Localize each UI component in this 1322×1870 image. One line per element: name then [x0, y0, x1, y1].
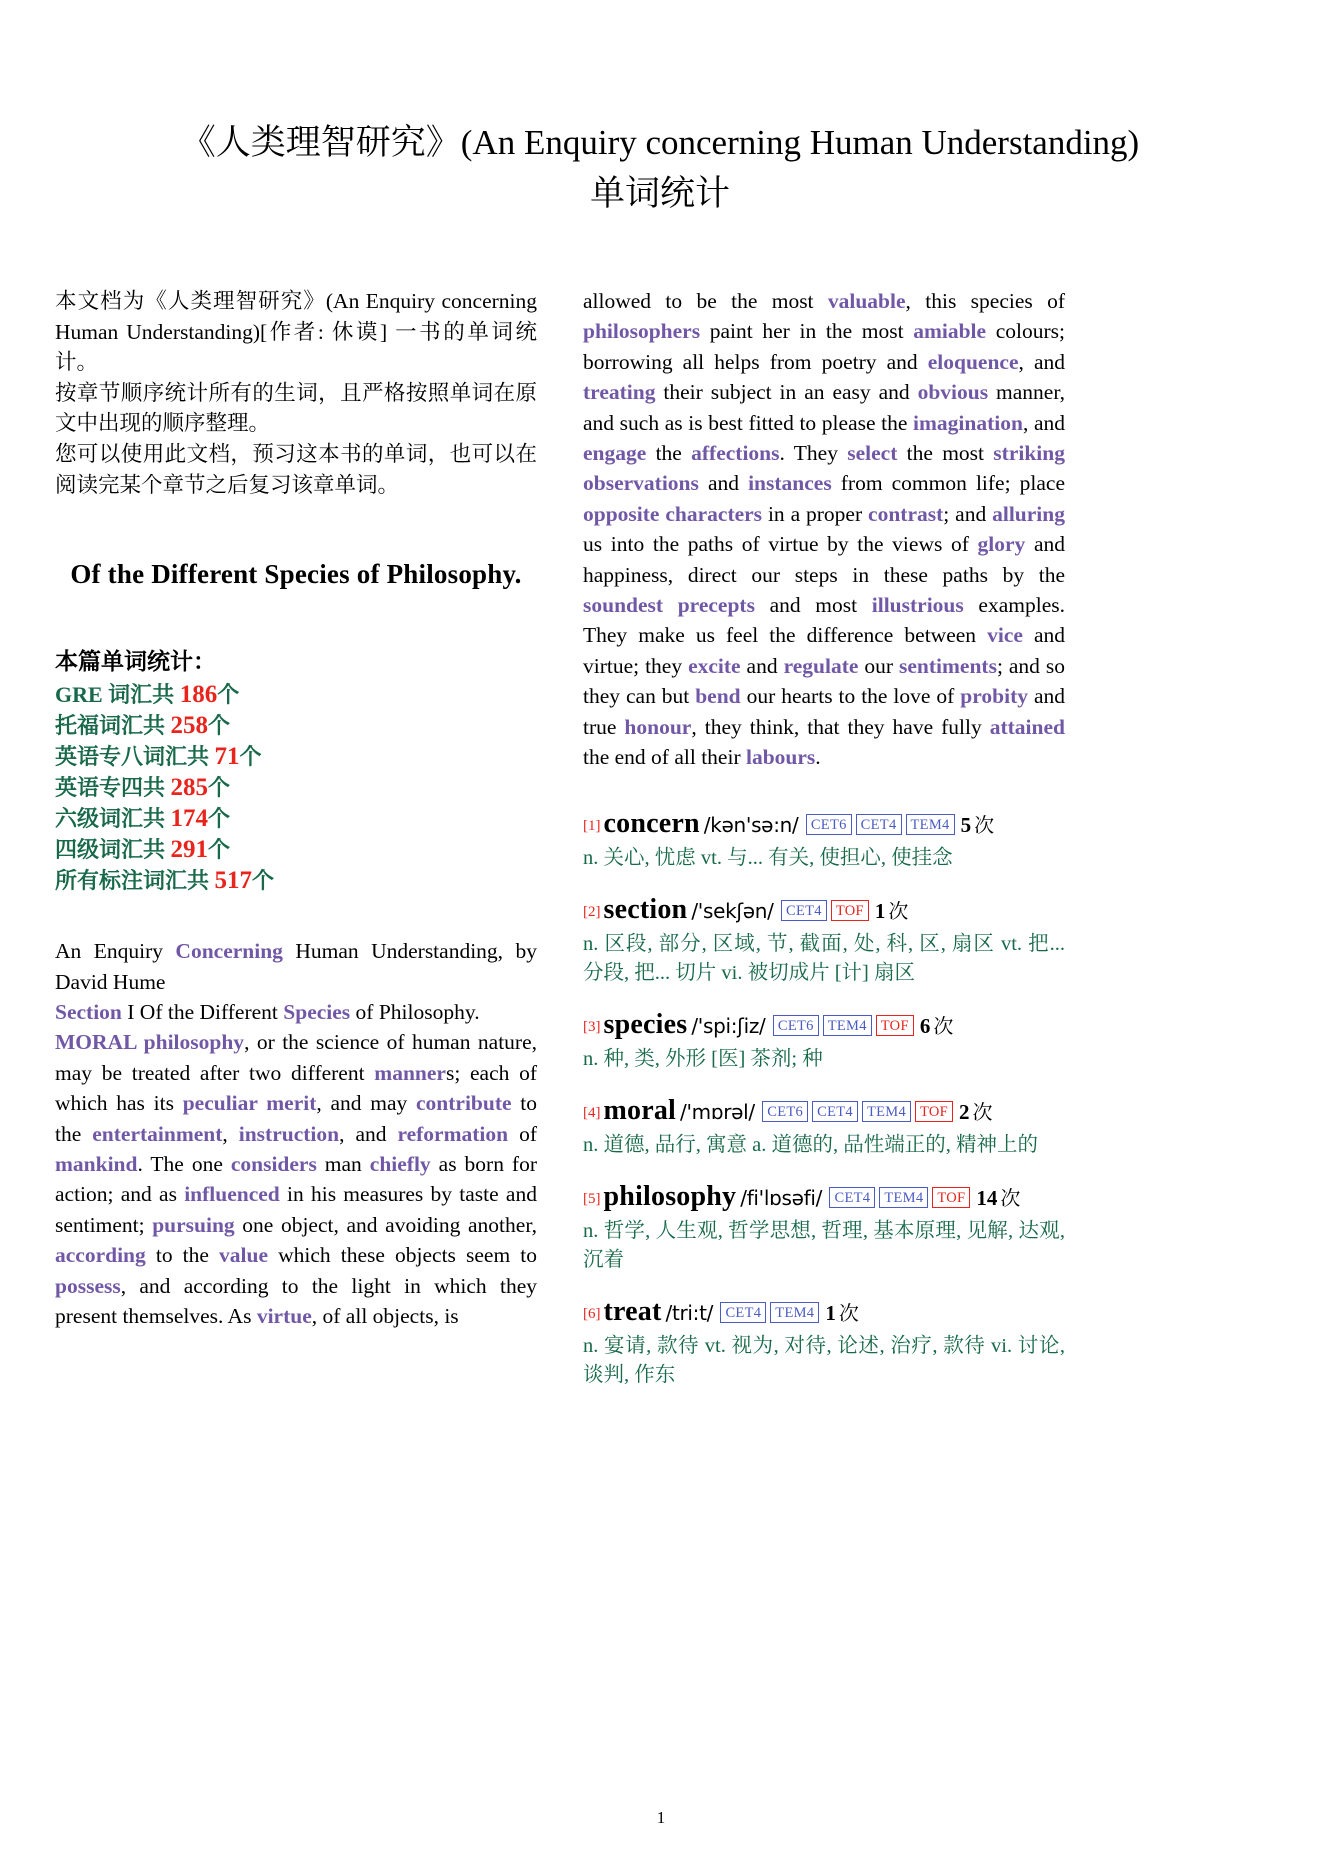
body-text-run: in his measures by taste and sentiment; [55, 1182, 537, 1237]
body-text-run: examples. They make us feel the difference between [583, 593, 1065, 648]
intro-paragraph: 本文档为《人类理智研究》(An Enquiry concerning Human Understanding)[作者: 休谟] 一书的单词统计。 [55, 289, 537, 375]
entry-definition: n. 种, 类, 外形 [医] 茶剂; 种 [583, 1047, 823, 1070]
highlighted-word: chiefly [369, 1152, 431, 1176]
body-text-run: , or the science of human nature, may be treated after two different [55, 1030, 537, 1085]
stat-line [55, 803, 537, 834]
stat-line [55, 710, 537, 741]
body-text-run: An Enquiry [55, 939, 176, 964]
stat-unit: 个 [208, 806, 231, 832]
entry-pronunciation: /'spi:ʃiz/ [691, 1013, 766, 1038]
highlighted-word: probity [960, 684, 1028, 709]
highlighted-word: select [847, 441, 898, 466]
highlighted-word: mankind [55, 1152, 138, 1176]
highlighted-word: contribute [416, 1091, 512, 1116]
stat-label: 英语专四共 [55, 775, 171, 801]
body-text-run: of Philosophy. [350, 999, 480, 1024]
highlighted-word: striking observations [583, 441, 1065, 496]
intro-block [55, 286, 537, 500]
body-text-run: us into the paths of virtue by the views of [583, 532, 978, 557]
highlighted-word: alluring [992, 501, 1065, 526]
body-text-run: in a proper [762, 501, 869, 526]
exam-tag: TOF [932, 1187, 970, 1208]
body-text-run: their subject in an easy and [655, 380, 918, 405]
exam-tag: TOF [831, 900, 869, 921]
entry-count-unit: 次 [933, 1015, 954, 1038]
entry-pronunciation: /tri:t/ [665, 1300, 714, 1325]
entry-count-unit: 次 [838, 1302, 859, 1325]
highlighted-word: glory [977, 532, 1026, 557]
highlighted-word: labours [745, 745, 816, 770]
highlighted-word: sentiments [899, 653, 997, 678]
body-text-run: , of all objects, is [311, 1304, 459, 1329]
exam-tag: CET6 [773, 1015, 819, 1036]
stat-line [55, 679, 537, 710]
body-text-run: to the [55, 1091, 537, 1146]
highlighted-word: treating [583, 380, 656, 405]
exam-tag: CET6 [762, 1101, 808, 1122]
stat-unit: 个 [217, 682, 240, 708]
dictionary-entry [583, 1094, 1065, 1160]
entry-count: 14 [976, 1185, 998, 1210]
highlighted-word: opposite characters [583, 501, 763, 526]
body-text-run: which these objects seem to [268, 1243, 537, 1268]
entry-definition: n. 区段, 部分, 区域, 节, 截面, 处, 科, 区, 扇区 vt. 把... 分段, 把... 切片 vi. 被切成片 [计] 扇区 [583, 932, 1065, 984]
highlighted-word: Section [55, 999, 122, 1024]
highlighted-word: instruction [238, 1121, 340, 1146]
entry-count-unit: 次 [1000, 1187, 1021, 1210]
stat-unit: 个 [239, 744, 262, 770]
body-text-run: ; and so they can but [583, 653, 1065, 709]
page-title [60, 118, 1260, 220]
body-text-run: one object, and avoiding another, [234, 1212, 537, 1237]
exam-tag: TEM4 [879, 1187, 928, 1208]
exam-tag: CET6 [806, 814, 852, 835]
highlighted-word: possess [55, 1273, 121, 1298]
body-text-run: the [646, 441, 692, 466]
entry-count: 6 [919, 1013, 931, 1038]
body-text-run: allowed to be the most [583, 289, 828, 313]
page-number: 1 [656, 1808, 666, 1827]
intro-paragraph: 按章节顺序统计所有的生词，且严格按照单词在原文中出现的顺序整理。 [55, 380, 537, 436]
entry-index: [1] [583, 817, 601, 834]
body-text-run: , they think, that they have fully [691, 714, 990, 739]
body-text-run: , and [1022, 410, 1065, 435]
highlighted-word: instances [748, 471, 832, 496]
highlighted-word: according [55, 1243, 146, 1268]
stats-title: 本篇单词统计： [55, 649, 216, 675]
entry-header [583, 1295, 1065, 1331]
body-text-run: our hearts to the love of [740, 684, 961, 709]
highlighted-word: regulate [783, 653, 859, 678]
highlighted-word: engage [583, 441, 647, 466]
body-text-run: the most [897, 441, 994, 466]
dictionary-entry [583, 1295, 1065, 1390]
dictionary-entry-list [583, 807, 1065, 1390]
entry-index: [4] [583, 1104, 601, 1121]
stat-unit: 个 [252, 868, 275, 894]
highlighted-word: valuable [827, 289, 906, 313]
stat-value: 258 [170, 712, 209, 740]
exam-tag: TOF [876, 1015, 914, 1036]
right-column [583, 286, 1065, 1410]
highlighted-word: attained [989, 714, 1065, 739]
stat-unit: 个 [208, 837, 231, 863]
entry-definition: n. 宴请, 款待 vt. 视为, 对待, 论述, 治疗, 款待 vi. 讨论, 谈判, 作东 [583, 1334, 1065, 1386]
exam-tag: TEM4 [770, 1302, 819, 1323]
highlighted-word: excite [688, 653, 741, 678]
body-text-run: . [815, 745, 821, 770]
body-text-run: and [740, 653, 784, 678]
section-heading: Of the Different Species of Philosophy. [70, 559, 522, 590]
highlighted-word: peculiar merit [182, 1091, 317, 1116]
entry-count: 1 [825, 1300, 836, 1325]
stat-line [55, 741, 537, 772]
left-column [55, 286, 537, 1331]
body-text-run: colours; borrowing all helps from poetry and [583, 319, 1065, 374]
entry-count-unit: 次 [972, 1101, 993, 1124]
highlighted-word: influenced [184, 1182, 280, 1207]
highlighted-word: affections [691, 441, 780, 466]
body-text-run: from common life; place [831, 471, 1066, 496]
entry-pronunciation: /fi'lɒsəfi/ [740, 1185, 823, 1210]
body-text-run: man [316, 1152, 370, 1176]
exam-tag: TEM4 [862, 1101, 911, 1122]
entry-word: species [603, 1008, 688, 1040]
entry-index: [3] [583, 1018, 601, 1035]
dictionary-entry [583, 893, 1065, 988]
highlighted-word: virtue [256, 1304, 312, 1329]
stat-line [55, 865, 537, 896]
dictionary-entry [583, 807, 1065, 873]
stat-value: 517 [214, 867, 253, 895]
stat-value: 71 [214, 743, 240, 771]
body-text-run: paint her in the most [700, 319, 914, 344]
stat-label: 四级词汇共 [55, 837, 171, 863]
body-text-run: , this species of [905, 289, 1065, 313]
body-text-run: ; and [943, 501, 993, 526]
body-text-run: , and [339, 1121, 398, 1146]
highlighted-word: MORAL philosophy [55, 1030, 245, 1055]
highlighted-word: reformation [397, 1121, 509, 1146]
entry-count: 5 [960, 812, 972, 837]
body-text-run: I Of the Different [121, 999, 284, 1024]
body-text-run: and true [583, 684, 1066, 739]
entry-header [583, 1094, 1065, 1130]
body-text-run: s; each of which has its [55, 1060, 537, 1116]
highlighted-word: eloquence [927, 349, 1019, 374]
body-text-run: of [508, 1121, 537, 1146]
body-text-run: , and may [316, 1091, 416, 1116]
entry-header [583, 1180, 1065, 1216]
stat-label: 托福词汇共 [55, 713, 171, 739]
exam-tag: CET4 [720, 1302, 766, 1323]
exam-tag: TEM4 [906, 814, 955, 835]
entry-header [583, 893, 1065, 929]
entry-word: moral [603, 1094, 677, 1126]
body-text-run: and virtue; they [583, 623, 1066, 678]
stat-label: 六级词汇共 [55, 806, 171, 832]
stat-line [55, 772, 537, 803]
entry-pronunciation: /'sekʃən/ [691, 898, 774, 923]
entry-count-unit: 次 [974, 814, 995, 837]
body-text-run: as born for action; and as [55, 1152, 537, 1207]
body-text-run: and happiness, direct our steps in these paths by the [583, 532, 1065, 587]
highlighted-word: bend [695, 684, 741, 709]
stat-value: 174 [170, 805, 209, 833]
highlighted-word: considers [230, 1152, 317, 1176]
stat-value: 291 [170, 836, 209, 864]
highlighted-word: soundest precepts [583, 593, 755, 618]
exam-tag: CET4 [856, 814, 902, 835]
exam-tag: TEM4 [823, 1015, 872, 1036]
entry-header [583, 1008, 1065, 1044]
body-text-run: manner, and such as is best fitted to please the [583, 380, 1065, 435]
title-line-1: 《人类理智研究》(An Enquiry concerning Human Understanding) [180, 123, 1140, 162]
body-text-run: the end of all their [583, 745, 746, 770]
entry-word: concern [603, 807, 700, 839]
intro-paragraph: 您可以使用此文档，预习这本书的单词，也可以在阅读完某个章节之后复习该章单词。 [55, 441, 537, 497]
entry-index: [6] [583, 1305, 601, 1322]
exam-tag: CET4 [829, 1187, 875, 1208]
entry-pronunciation: /kən'sə:n/ [703, 812, 799, 837]
stat-unit: 个 [208, 775, 231, 801]
stat-value: 186 [179, 681, 218, 709]
highlighted-word: philosophers [583, 319, 701, 344]
stat-label: 英语专八词汇共 [55, 744, 215, 770]
body-text-run: our [858, 653, 899, 678]
stat-unit: 个 [208, 713, 231, 739]
title-line-2: 单词统计 [589, 173, 730, 213]
entry-word: treat [603, 1295, 662, 1327]
highlighted-word: entertainment [92, 1121, 223, 1146]
highlighted-word: honour [624, 714, 692, 739]
entry-index: [5] [583, 1190, 601, 1207]
highlighted-word: value [219, 1243, 269, 1268]
highlighted-word: Concerning [175, 939, 283, 964]
body-text-run: . The one [137, 1152, 231, 1176]
highlighted-word: pursuing [152, 1212, 235, 1237]
entry-count: 2 [959, 1099, 970, 1124]
stat-label: 所有标注词汇共 [55, 868, 215, 894]
entry-header [583, 807, 1065, 843]
entry-count: 1 [874, 898, 886, 923]
stats-list [55, 679, 537, 896]
highlighted-word: illustrious [871, 593, 964, 618]
highlighted-word: obvious [917, 380, 989, 405]
dictionary-entry [583, 1180, 1065, 1275]
highlighted-word: Species [283, 999, 351, 1024]
entry-definition: n. 哲学, 人生观, 哲学思想, 哲理, 基本原理, 见解, 达观, 沉着 [583, 1219, 1065, 1271]
entry-pronunciation: /'mɒrəl/ [680, 1099, 755, 1124]
body-text-run: , [222, 1121, 239, 1146]
highlighted-word: contrast [868, 501, 944, 526]
exam-tag: CET4 [812, 1101, 858, 1122]
highlighted-word: manner [374, 1060, 446, 1085]
highlighted-word: amiable [913, 319, 987, 344]
body-text-run: , and [1018, 349, 1066, 374]
entry-word: philosophy [603, 1180, 737, 1212]
body-text-run: Human Understanding, by David Hume [55, 939, 537, 994]
stat-line [55, 834, 537, 865]
exam-tag: CET4 [781, 900, 827, 921]
right-body-text [583, 286, 1065, 773]
entry-count-unit: 次 [888, 900, 909, 923]
stat-value: 285 [170, 774, 209, 802]
highlighted-word: imagination [913, 410, 1023, 435]
exam-tag: TOF [915, 1101, 953, 1122]
left-body-text [55, 936, 537, 1331]
body-text-run: and most [754, 593, 872, 618]
entry-index: [2] [583, 903, 601, 920]
entry-definition: n. 关心, 忧虑 vt. 与... 有关, 使担心, 使挂念 [583, 846, 953, 869]
body-text-run: and [698, 471, 749, 496]
body-text-run: to the [145, 1243, 220, 1268]
entry-word: section [603, 893, 688, 925]
entry-definition: n. 道德, 品行, 寓意 a. 道德的, 品性端正的, 精神上的 [583, 1133, 1038, 1156]
highlighted-word: vice [987, 623, 1023, 648]
dictionary-entry [583, 1008, 1065, 1074]
body-text-run: . They [779, 441, 848, 466]
body-text-run: , and according to the light in which they present themselves. As [55, 1273, 537, 1329]
stat-label: GRE 词汇共 [55, 682, 180, 708]
